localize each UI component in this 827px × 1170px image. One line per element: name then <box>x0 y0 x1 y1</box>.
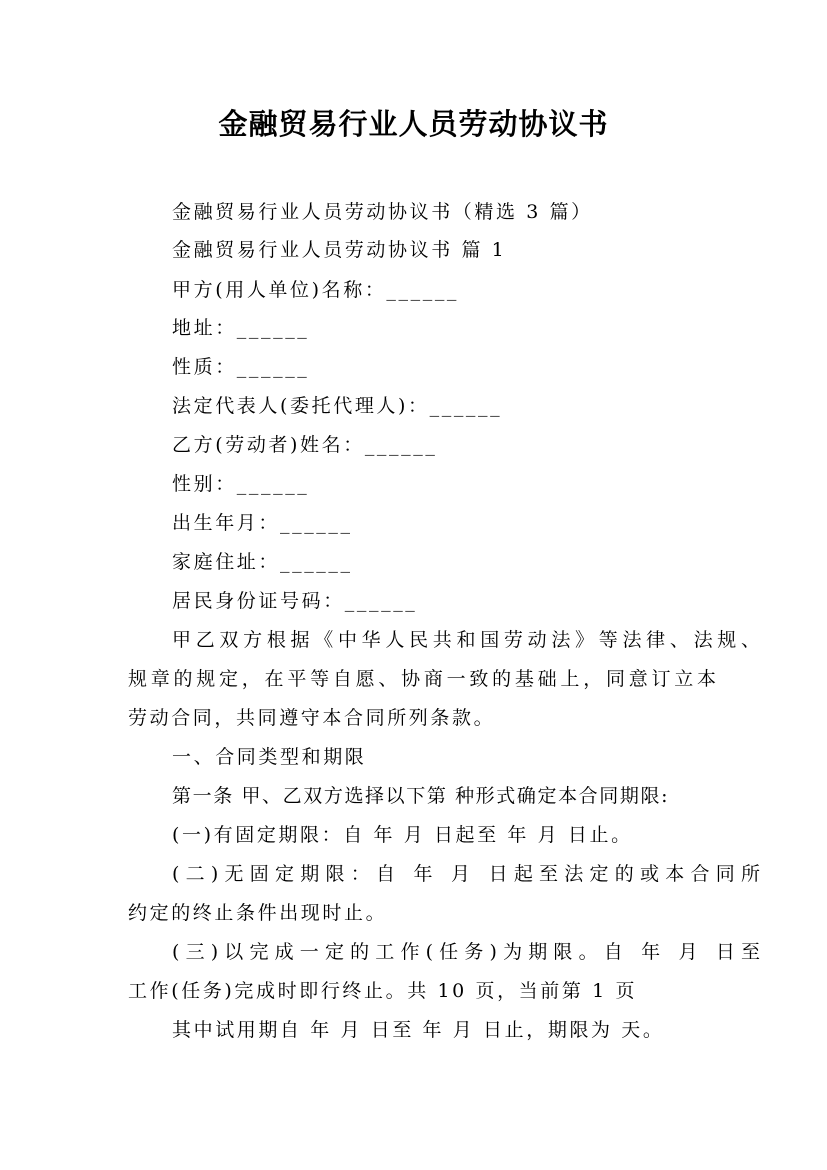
option-line: (一)有固定期限：自 年 月 日起至 年 月 日止。 <box>172 824 633 846</box>
gender-line: 性别：______ <box>172 473 310 495</box>
option-line: (二)无固定期限：自 年 月 日起至法定的或本合同所 <box>172 863 762 885</box>
article-line: 第一条 甲、乙双方选择以下第 种形式确定本合同期限: <box>172 785 670 807</box>
legal-representative-line: 法定代表人(委托代理人)：______ <box>172 395 503 417</box>
id-number-line: 居民身份证号码：______ <box>172 590 418 612</box>
nature-line: 性质：______ <box>172 356 310 378</box>
subtitle-line: 金融贸易行业人员劳动协议书（精选 3 篇） <box>172 201 593 223</box>
clause-heading: 一、合同类型和期限 <box>172 746 367 768</box>
birth-date-line: 出生年月：______ <box>172 512 353 534</box>
party-a-name-line: 甲方(用人单位)名称：______ <box>172 279 460 301</box>
section-heading: 金融贸易行业人员劳动协议书 篇 1 <box>172 239 507 261</box>
option-line: 工作(任务)完成时即行终止。共 10 页，当前第 1 页 <box>128 980 638 1002</box>
address-line: 地址：______ <box>172 317 310 339</box>
paragraph-line: 规章的规定，在平等自愿、协商一致的基础上，同意订立本 <box>128 668 718 690</box>
home-address-line: 家庭住址：______ <box>172 551 353 573</box>
option-line: (三)以完成一定的工作(任务)为期限。自 年 月 日至 <box>172 941 762 963</box>
party-b-name-line: 乙方(劳动者)姓名：______ <box>172 434 438 456</box>
probation-line: 其中试用期自 年 月 日至 年 月 日止，期限为 天。 <box>172 1019 665 1041</box>
paragraph-line: 劳动合同，共同遵守本合同所列条款。 <box>128 707 496 729</box>
option-line: 约定的终止条件出现时止。 <box>128 902 388 924</box>
paragraph-line: 甲乙双方根据《中华人民共和国劳动法》等法律、法规、 <box>172 629 762 651</box>
document-title: 金融贸易行业人员劳动协议书 <box>218 107 609 141</box>
